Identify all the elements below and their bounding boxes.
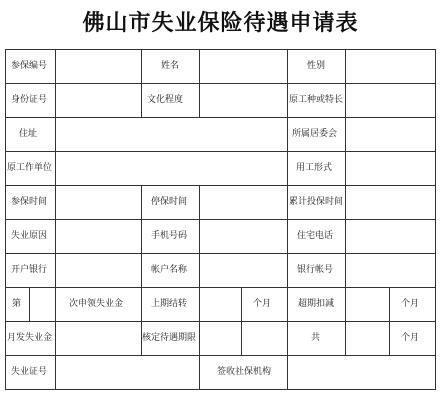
form-title: 佛山市失业保险待遇申请表 bbox=[82, 10, 359, 36]
label-original-employer: 原工作单位 bbox=[7, 163, 53, 173]
label-unemployment-reason: 失业原因 bbox=[11, 231, 48, 241]
label-gender: 性别 bbox=[307, 61, 326, 71]
table-grid-lines bbox=[5, 49, 436, 390]
label-account-name: 帐户名称 bbox=[151, 265, 188, 275]
label-id-number: 身份证号 bbox=[11, 95, 48, 105]
application-form-table bbox=[5, 49, 436, 390]
label-mobile-number: 手机号码 bbox=[151, 231, 188, 241]
label-total-insured-time: 累计投保时间 bbox=[289, 197, 344, 207]
label-home-phone: 住宅电话 bbox=[297, 231, 334, 241]
label-benefit-period: 核定待遇期限 bbox=[142, 333, 197, 343]
label-signing-agency: 签收社保机构 bbox=[217, 367, 272, 377]
label-overdue-deduction: 超期扣减 bbox=[298, 299, 335, 309]
label-unemployment-certificate: 失业证号 bbox=[11, 367, 48, 377]
label-stop-date: 停保时间 bbox=[151, 197, 188, 207]
label-months-deduction: 个月 bbox=[401, 299, 420, 309]
label-original-job: 原工种或特长 bbox=[289, 95, 344, 105]
label-monthly-benefit: 月发失业金 bbox=[7, 333, 53, 343]
label-neighborhood-committee: 所属居委会 bbox=[292, 129, 338, 139]
label-total: 共 bbox=[311, 333, 321, 343]
label-name: 姓名 bbox=[161, 61, 180, 71]
label-bank: 开户银行 bbox=[11, 265, 48, 275]
label-address: 住址 bbox=[19, 129, 38, 139]
label-bank-account: 银行帐号 bbox=[297, 265, 334, 275]
label-claim-count: 次申领失业金 bbox=[69, 299, 124, 309]
label-insured-date: 参保时间 bbox=[11, 197, 48, 207]
label-insurance-number: 参保编号 bbox=[11, 61, 48, 71]
label-months-total: 个月 bbox=[401, 333, 420, 343]
label-education: 文化程度 bbox=[147, 95, 184, 105]
label-employment-type: 用工形式 bbox=[296, 163, 333, 173]
label-months-carry: 个月 bbox=[253, 299, 272, 309]
label-nth: 第 bbox=[12, 299, 22, 309]
label-carry-over: 上期结转 bbox=[151, 299, 188, 309]
